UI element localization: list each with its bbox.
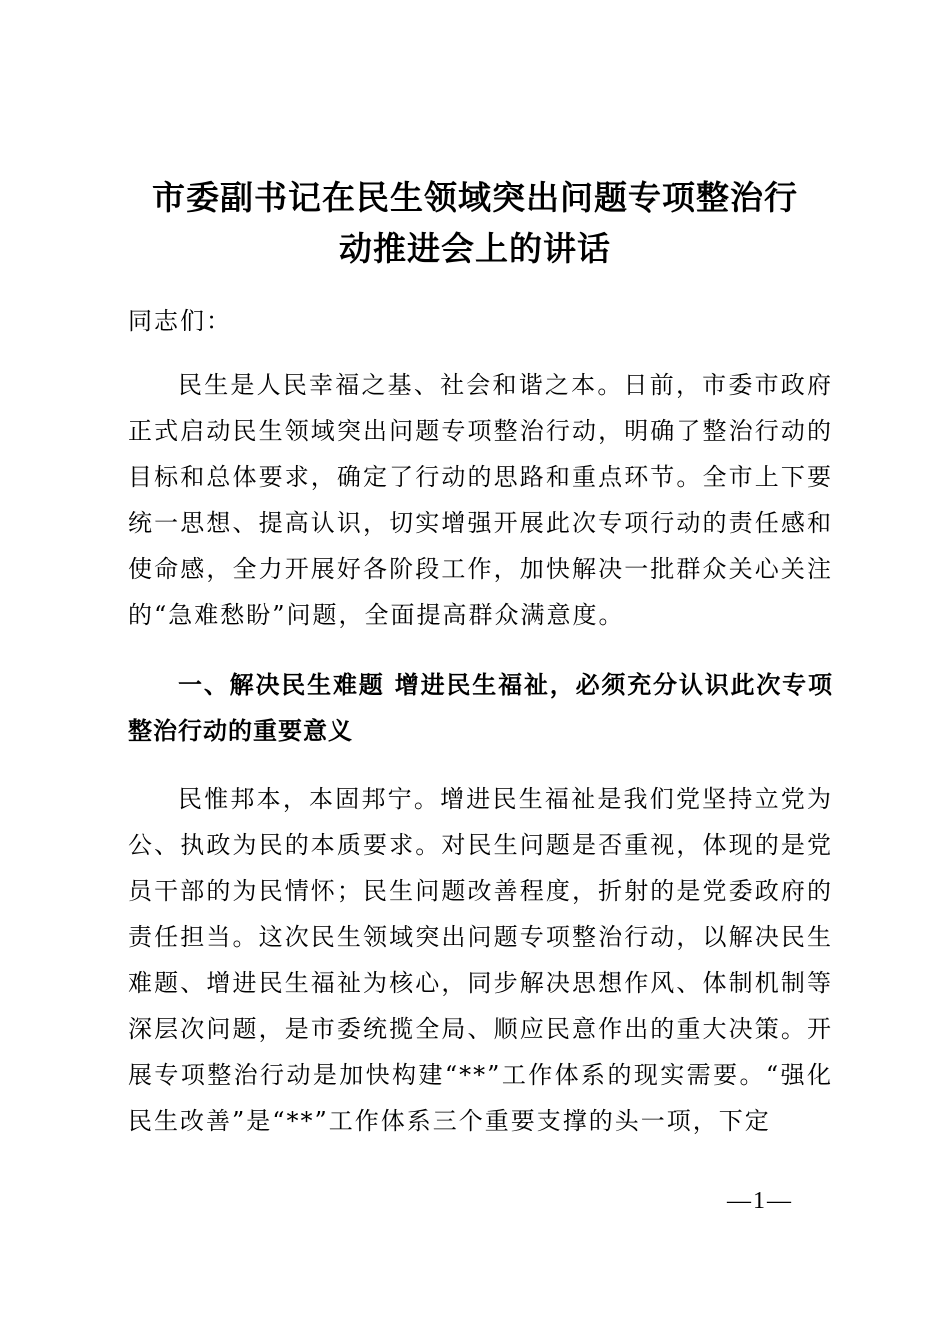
paragraph-intro: 民生是人民幸福之基、社会和谐之本。日前，市委市政府正式启动民生领域突出问题专项整治行动，明确了整治行动的目标和总体要求，确定了行动的思路和重点环节。全市上下要统一思想、提高认识，切实增强开展此次专项行动的责任感和使命感，全力开展好各阶段工作，加快解决一批群众关心关注的“急难愁盼”问题，全面提高群众满意度。 xyxy=(128,371,833,629)
page-number: —1— xyxy=(727,1188,793,1214)
title-line-2: 动推进会上的讲话 xyxy=(339,229,611,268)
title-line-1: 市委副书记在民生领域突出问题专项整治行 xyxy=(152,178,798,217)
document-title xyxy=(100,172,850,274)
greeting: 同志们： xyxy=(128,307,232,335)
paragraph-section-1: 民惟邦本，本固邦宁。增进民生福祉是我们党坚持立党为公、执政为民的本质要求。对民生问题是否重视，体现的是党员干部的为民情怀；民生问题改善程度，折射的是党委政府的责任担当。这次民生领域突出问题专项整治行动，以解决民生难题、增进民生福祉为核心，同步解决思想作风、体制机制等深层次问题，是市委统揽全局、顺应民意作出的重大决策。开展专项整治行动是加快构建“**”工作体系的现实需要。“强化民生改善”是“**”工作体系三个重要支撑的头一项，下定 xyxy=(128,785,833,1135)
section-heading-1: 一、解决民生难题 增进民生福祉，必须充分认识此次专项整治行动的重要意义 xyxy=(128,671,833,745)
